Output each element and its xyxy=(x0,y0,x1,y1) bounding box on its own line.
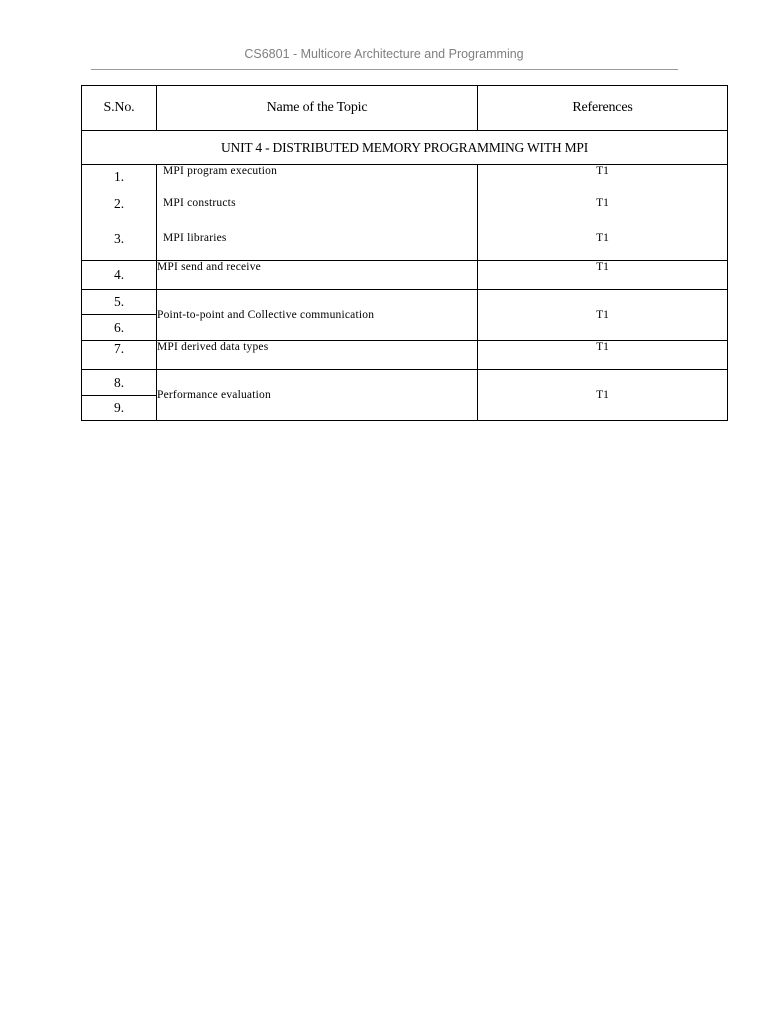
sno-3: 3. xyxy=(113,231,125,246)
table-header-row xyxy=(82,86,728,131)
ref-7: T1 xyxy=(478,341,728,370)
ref-2: T1 xyxy=(596,197,609,209)
topic-3: MPI libraries xyxy=(163,232,227,244)
ref-8-9: T1 xyxy=(478,370,728,421)
ref-cell xyxy=(478,165,728,261)
sno-2: 2. xyxy=(113,196,125,211)
topic-7: MPI derived data types xyxy=(157,341,478,370)
topic-cell xyxy=(157,165,478,261)
topics-table xyxy=(81,85,728,421)
unit-title: UNIT 4 - DISTRIBUTED MEMORY PROGRAMMING WITH MPI xyxy=(82,131,728,165)
topic-8-9: Performance evaluation xyxy=(157,370,478,421)
sno-8: 8. xyxy=(82,370,157,396)
sno-9: 9. xyxy=(82,396,157,421)
ref-1: T1 xyxy=(596,165,609,177)
table-row xyxy=(82,341,728,370)
unit-row xyxy=(82,131,728,165)
table-row xyxy=(82,370,728,396)
topic-5-6: Point-to-point and Collective communication xyxy=(157,290,478,341)
header-rule xyxy=(91,69,678,70)
table-row xyxy=(82,290,728,315)
ref-5-6: T1 xyxy=(478,290,728,341)
ref-4: T1 xyxy=(478,261,728,290)
sno-cell xyxy=(82,165,157,261)
table-row xyxy=(82,261,728,290)
sno-6: 6. xyxy=(82,315,157,341)
ref-3: T1 xyxy=(596,232,609,244)
column-header-sno: S.No. xyxy=(82,86,157,131)
table-row xyxy=(82,165,728,261)
topic-4: MPI send and receive xyxy=(157,261,478,290)
sno-1: 1. xyxy=(113,169,125,184)
sno-4: 4. xyxy=(82,261,157,290)
sno-7: 7. xyxy=(82,341,157,370)
sno-5: 5. xyxy=(82,290,157,315)
column-header-references: References xyxy=(478,86,728,131)
topic-2: MPI constructs xyxy=(163,197,236,209)
topic-1: MPI program execution xyxy=(163,165,278,177)
column-header-topic: Name of the Topic xyxy=(157,86,478,131)
page-header-title: CS6801 - Multicore Architecture and Programming xyxy=(244,47,524,61)
